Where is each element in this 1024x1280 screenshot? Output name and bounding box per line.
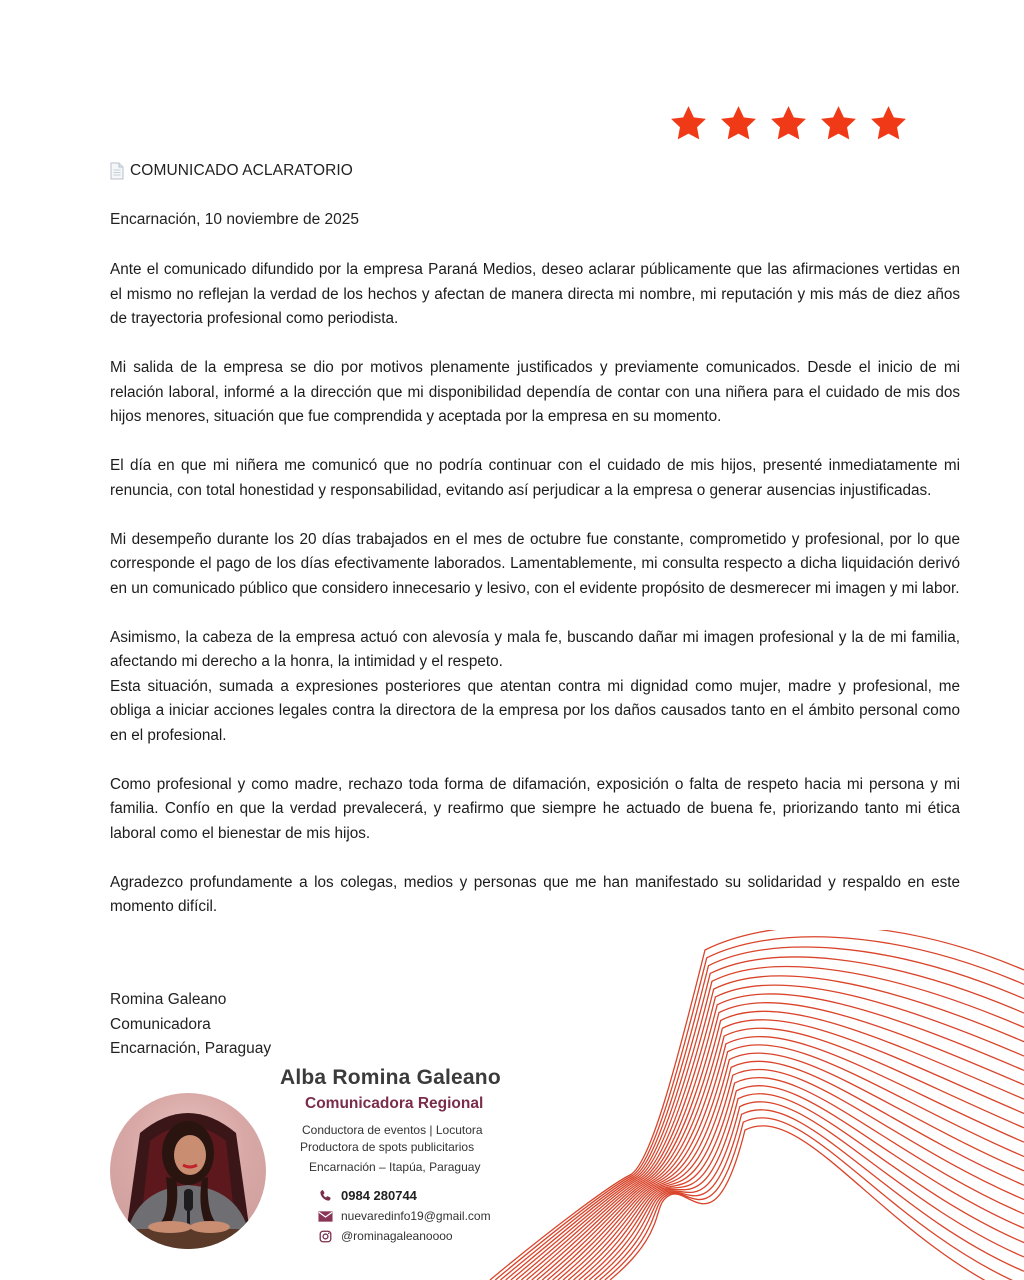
paragraph: Esta situación, sumada a expresiones posteriores que atentan contra mi dignidad como mujer, madre y profesional, me obliga a iniciar acciones legales contra la directora de la empresa por los daños causados tanto en el ámbito personal como en el profesional. — [110, 677, 960, 744]
paragraph: Mi salida de la empresa se dio por motivos plenamente justificados y previamente comunicados. Desde el inicio de mi relación laboral, informé a la dirección que mi disponibilidad dependía de contar con una niñera para el cuidado de mis dos hijos menores, situación que fue comprendida y aceptada por la empresa en su momento. — [110, 359, 960, 425]
phone-number: 0984 280744 — [341, 1188, 417, 1203]
document-icon — [110, 162, 124, 180]
star-icon — [668, 103, 709, 144]
star-icon — [718, 103, 759, 144]
portrait-illustration — [110, 1093, 266, 1249]
email-address: nuevaredinfo19@gmail.com — [341, 1209, 491, 1223]
document-date: Encarnación, 10 noviembre de 2025 — [110, 211, 360, 228]
wave-line — [553, 1037, 1024, 1280]
star-icon — [818, 103, 859, 144]
instagram-handle: @rominagaleanoooo — [341, 1229, 453, 1243]
wave-line — [600, 1110, 1024, 1280]
paragraph: Agradezco profundamente a los colegas, medios y personas que me han manifestado su solidaridad y respaldo en este momento difícil. — [110, 873, 960, 915]
signature-block — [110, 988, 271, 1062]
contact-instagram[interactable] — [318, 1229, 453, 1243]
signature-role: Comunicadora — [110, 1015, 211, 1033]
document-title-row — [110, 162, 353, 180]
card-title: Comunicadora Regional — [305, 1095, 484, 1112]
paragraph: Como profesional y como madre, rechazo toda forma de difamación, exposición o falta de respeto hacia mi persona y mi familia. Confío en que la verdad prevalecerá, y reafirmo que siempre he actuado de buena fe, priorizando tanto mi ética laboral como el bienestar de mis hijos. — [110, 775, 960, 842]
contact-email[interactable] — [318, 1209, 491, 1223]
paragraph: Asimismo, la cabeza de la empresa actuó con alevosía y mala fe, buscando dañar mi imagen profesional y la de mi familia, afectando mi derecho a la honra, la intimidad y el respeto. — [110, 628, 960, 670]
instagram-icon — [318, 1230, 333, 1243]
email-icon — [318, 1210, 333, 1223]
wave-line — [605, 1118, 1024, 1280]
wave-line — [532, 1003, 1024, 1280]
paragraph: El día en que mi niñera me comunicó que no podría continuar con el cuidado de mis hijos, presenté inmediatamente mi renuncia, con total honestidad y responsabilidad, evitando así perjudicar a la empresa o generar ausencias injustificadas. — [110, 457, 960, 499]
document-title: COMUNICADO ACLARATORIO — [130, 162, 353, 179]
decorative-wave-lines — [480, 930, 1024, 1280]
phone-icon — [318, 1189, 333, 1202]
wave-line — [527, 994, 1024, 1280]
card-line-location: Encarnación – Itapúa, Paraguay — [309, 1160, 481, 1174]
wave-line — [558, 1045, 1024, 1280]
star-icon — [868, 103, 909, 144]
profile-photo — [110, 1093, 266, 1249]
paragraph: Ante el comunicado difundido por la empresa Paraná Medios, deseo aclarar públicamente que las afirmaciones vertidas en el mismo no reflejan la verdad de los hechos y afectan de manera directa mi nombre, mi reputación y mis más de diez años de trayectoria profesional como periodista. — [110, 261, 960, 327]
wave-line — [511, 967, 1024, 1280]
signature-location: Encarnación, Paraguay — [110, 1040, 272, 1057]
star-icon — [768, 103, 809, 144]
card-line-production: Productora de spots publicitarios — [300, 1140, 475, 1154]
star-rating — [668, 103, 909, 144]
card-full-name: Alba Romina Galeano — [280, 1066, 501, 1089]
wave-line — [563, 1053, 1024, 1280]
contact-phone[interactable] — [318, 1188, 417, 1203]
letter-body — [110, 258, 960, 944]
card-line-services: Conductora de eventos | Locutora — [302, 1123, 483, 1137]
paragraph: Mi desempeño durante los 20 días trabajados en el mes de octubre fue constante, comprometido y profesional, por lo que corresponde el pago de los días efectivamente laborados. Lamentablemente, mi consulta respecto a dicha liquidación derivó en un comunicado público que considero innecesario y lesivo, con el evidente propósito de desmerecer mi imagen y mi labor. — [110, 530, 960, 597]
signature-name: Romina Galeano — [110, 991, 227, 1008]
